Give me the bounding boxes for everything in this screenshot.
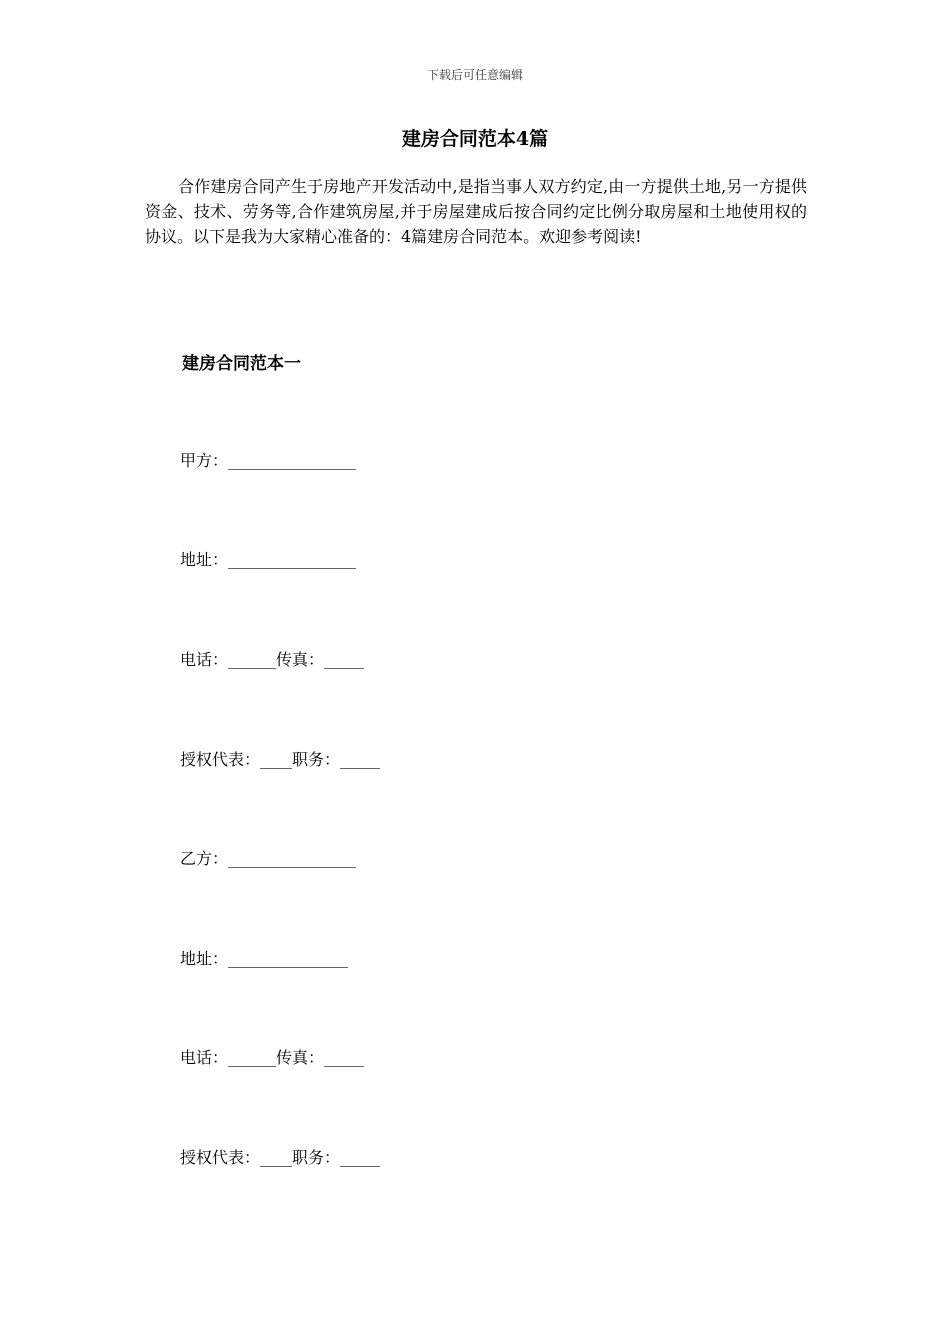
- document-title: 建房合同范本4篇: [401, 128, 549, 150]
- party-b-representative-field: 授权代表：____职务：_____: [180, 1148, 381, 1167]
- intro-paragraph: 合作建房合同产生于房地产开发活动中,是指当事人双方约定,由一方提供土地,另一方提供资金、技术、劳务等,合作建筑房屋,并于房屋建成后按合同约定比例分取房屋和土地使用权的协议。以下是我为大家精心准备的：4篇建房合同范本。欢迎参考阅读!: [145, 177, 807, 246]
- party-b-phone-fax-field: 电话：______传真：_____: [180, 1048, 365, 1067]
- section-heading: 建房合同范本一: [182, 354, 301, 374]
- party-a-address-field: 地址：________________: [180, 550, 357, 569]
- party-b-field: 乙方：________________: [180, 849, 357, 868]
- party-a-field: 甲方：________________: [180, 451, 357, 470]
- party-a-representative-field: 授权代表：____职务：_____: [180, 750, 381, 769]
- party-a-phone-fax-field: 电话：______传真：_____: [180, 650, 365, 669]
- party-b-address-field: 地址：_______________: [180, 949, 349, 968]
- download-edit-note: 下载后可任意编辑: [426, 68, 523, 82]
